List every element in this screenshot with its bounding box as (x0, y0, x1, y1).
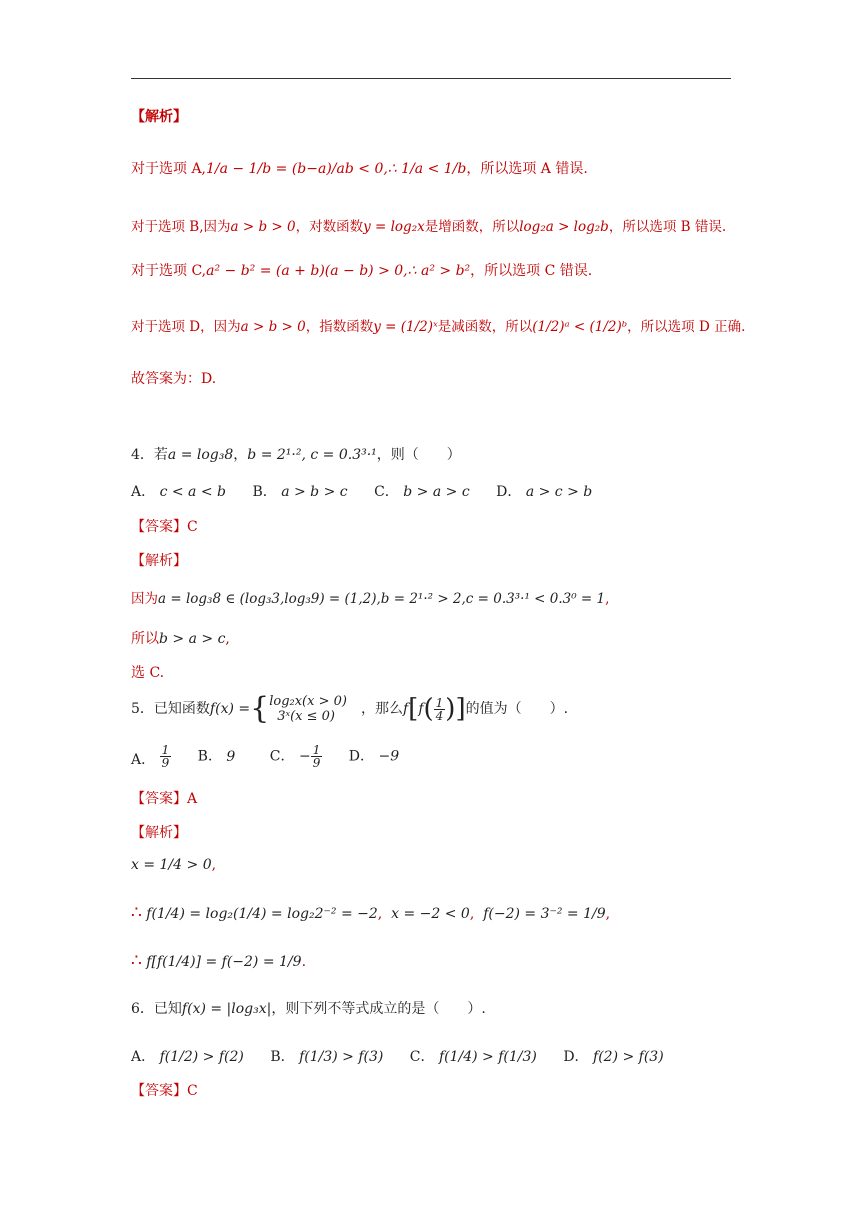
option-b-analysis: 对于选项 B,因为a > b > 0，对数函数y = log₂x是增函数，所以log₂a > log₂b，所以选项 B 错误. (131, 219, 727, 235)
q6-options (131, 1048, 686, 1066)
q5-option-d: −9 (378, 748, 400, 765)
q4-solution-2: 所以b > a > c, (131, 631, 230, 647)
q5-analysis-header: 【解析】 (131, 825, 187, 841)
option-a-analysis: 对于选项 A,1/a − 1/b = (b−a)/ab < 0,∴ 1/a < 1/b，所以选项 A 错误. (131, 161, 588, 177)
q5-option-a: $\frac{1}{9}$ (161, 743, 170, 770)
q6-option-c: C． f(1/4) > f(1/3) (409, 1049, 537, 1065)
q4-solution-1: 因为a = log₃8 ∈ (log₃3,log₃9) = (1,2),b = 2¹·² > 2,c = 0.3³·¹ < 0.3⁰ = 1, (131, 591, 610, 607)
q6-option-d: D． f(2) > f(3) (563, 1049, 664, 1065)
q4-answer: 【答案】C (131, 519, 198, 535)
q4-options (131, 483, 614, 501)
q5-option-b: 9 (226, 748, 236, 765)
conclusion: 故答案为：D. (131, 371, 217, 387)
q4-option-c: C． b > a > c (374, 484, 470, 500)
q6-answer: 【答案】C (131, 1083, 198, 1099)
q4-option-d: D． a > c > b (496, 484, 593, 500)
q5-solution-2: ∴ f(1/4) = log₂(1/4) = log₂2⁻² = −2, x = −2 < 0, f(−2) = 3⁻² = 1/9, (131, 903, 611, 923)
q6-stem: 6．已知f(x) = |log₃x|，则下列不等式成立的是（ ）. (131, 1001, 486, 1017)
q5-solution-3: ∴ f[f(1/4)] = f(−2) = 1/9. (131, 951, 307, 971)
q6-option-b: B． f(1/3) > f(3) (270, 1049, 384, 1065)
option-d-analysis: 对于选项 D，因为a > b > 0，指数函数y = (1/2)ˣ是减函数，所以(1/2)ᵃ < (1/2)ᵇ，所以选项 D 正确. (131, 319, 746, 335)
q5-stem: 5．已知函数f(x) ={ log₂x(x > 0) 3ˣ(x ≤ 0) ，那么f[f( $\frac{1}{4}$ )]的值为（ ）. (131, 691, 569, 726)
q5-answer: 【答案】A (131, 791, 198, 807)
q4-stem: 4．若a = log₃8，b = 2¹·², c = 0.3³·¹，则（ ） (131, 447, 461, 463)
q4-analysis-header: 【解析】 (131, 553, 187, 569)
q5-piecewise: log₂x(x > 0) 3ˣ(x ≤ 0) (269, 694, 347, 724)
q5-options: A． $\frac{1}{9}$ B． 9 C． − $\frac{1}{9}$ D． −9 (131, 743, 400, 770)
q4-option-b: B． a > b > c (252, 484, 348, 500)
q6-option-a: A． f(1/2) > f(2) (131, 1049, 244, 1065)
q5-solution-1: x = 1/4 > 0, (131, 857, 217, 873)
analysis-header: 【解析】 (131, 109, 187, 125)
q5-option-c: $\frac{1}{9}$ (312, 743, 321, 770)
q4-solution-3: 选 C. (131, 665, 165, 681)
header-rule (131, 78, 731, 79)
option-c-analysis: 对于选项 C,a² − b² = (a + b)(a − b) > 0,∴ a² > b²，所以选项 C 错误. (131, 263, 593, 279)
q4-option-a: A． c < a < b (131, 484, 226, 500)
